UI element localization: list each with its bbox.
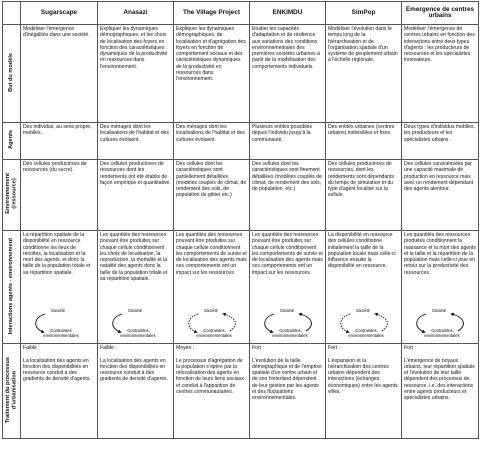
table-cell bbox=[250, 231, 326, 344]
diagram-label-environment: environnementales bbox=[348, 333, 384, 338]
diagram-label-society: Société bbox=[280, 308, 294, 313]
interaction-diagram-svg bbox=[404, 306, 474, 342]
diagram-arrow-right bbox=[376, 314, 387, 331]
row-traitement bbox=[3, 344, 479, 439]
table-cell: Faible : La localisation des agents en fonction des disponibilités en ressource conduit à des gradients de densité d'agents. bbox=[21, 344, 98, 439]
table-cell: Expliquer les dynamiques démographiques, et les choix de localisation des foyers en fonction des caractéristiques dynamiques de la productivité en ressources dans l'environnement. bbox=[98, 25, 174, 123]
table-cell: Des ménages dont les localisations de l'habitat et des cultures évoluent. bbox=[174, 123, 250, 160]
table-cell: Etudier les capacités d'adaptation et de résilience aux variations des conditions environnementales des premières sociétés urbaines à partir de la modélisation des comportements individuels. bbox=[250, 25, 326, 123]
interaction-diagram-svg bbox=[176, 306, 246, 342]
column-header: The Village Project bbox=[174, 2, 250, 25]
column-header: ENKIMDU bbox=[250, 2, 326, 25]
cell-text: La disponibilité en ressource des cellules conditionne initialement la taille de la population locale mais celle-ci influence ensuite la disponibilité en ressource. bbox=[328, 232, 396, 270]
table-cell: Faible : La localisation des agents en fonction des disponibilités en ressource conduit à des gradients de densité d'agents. bbox=[98, 344, 174, 439]
diagram-label-society: Société bbox=[356, 308, 370, 313]
header-row bbox=[3, 2, 479, 25]
row-header: Environnement (ressource) bbox=[3, 160, 21, 231]
column-header: Emergence de centres urbains bbox=[402, 2, 479, 25]
diagram-label-constraints: Contraintes bbox=[50, 328, 72, 333]
cell-text: Les quantités des ressources pouvant être produites sur chaque cellule conditionnent les comportements de survie et de localisation des agents mais ces comportements ont un impact sur les ressources. bbox=[252, 232, 323, 276]
row-header: Interactions agents - environnement bbox=[3, 231, 21, 344]
row-agents bbox=[3, 123, 479, 160]
interaction-diagram-svg bbox=[23, 306, 93, 342]
model-comparison-table bbox=[2, 1, 479, 439]
table-cell: Modéliser l'évolution dans le temps long de la hiérarchisation et de l'organisation spatiale d'un système de peuplement urbain à l'échelle régionale. bbox=[326, 25, 402, 123]
table-cell bbox=[174, 231, 250, 344]
table-cell: Des cellules productrices de ressources dont les rendements ont été établis de façon empirique et quantitative. bbox=[98, 160, 174, 231]
diagram-label-constraints: Contraintes bbox=[355, 328, 377, 333]
table-cell bbox=[98, 231, 174, 344]
table-cell: Moyen : Le processus d'agrégation de la population s'opère par la relocalisation des agents en fonction de leurs liens sociaux et conduit à l'apparition de centres communautaires. bbox=[174, 344, 250, 439]
diagram-label-society: Société bbox=[204, 308, 218, 313]
interaction-diagram bbox=[328, 306, 399, 342]
diagram-arrow-left bbox=[341, 314, 350, 332]
table-cell: Plusieurs entités possibles depuis l'individu jusqu'à la communauté. bbox=[250, 123, 326, 160]
diagram-arrow-right bbox=[452, 314, 463, 331]
table-cell: Deux types d'individus mobiles, les producteurs et les spécialistes urbains . bbox=[402, 123, 479, 160]
diagram-arrow-left bbox=[113, 314, 122, 332]
diagram-arrow-right bbox=[300, 314, 311, 331]
diagram-arrow-left bbox=[265, 314, 274, 332]
interaction-diagram bbox=[176, 306, 247, 342]
table-cell: Des cellules dont les caractéristiques sont finement détaillées (modèles couplés de climat, de rendement des sols, de population, etc.) bbox=[250, 160, 326, 231]
table-cell: Des cellules productrices de ressources (du sucre). bbox=[21, 160, 98, 231]
table-cell bbox=[326, 231, 402, 344]
row-header: But du modèle bbox=[3, 25, 21, 123]
table-cell: Fort : L'émergence de noyaux urbains, leur répartition spatiale et l'évolution de leur taille dépendent des processus de ressource, i.e. des interactions entre agents producteurs et spécialistes urbains. bbox=[402, 344, 479, 439]
row-interactions bbox=[3, 231, 479, 344]
table-cell: Modéliser l'émergence d'inégalités dans une société. bbox=[21, 25, 98, 123]
row-but-du-modele bbox=[3, 25, 479, 123]
table-cell bbox=[402, 231, 479, 344]
diagram-label-constraints: Contraintes bbox=[279, 328, 301, 333]
column-header: Anasazi bbox=[98, 2, 174, 25]
diagram-label-society: Société bbox=[51, 308, 65, 313]
cell-text: Les quantités des ressources pouvant être produites sur chaque cellule conditionnent les comportements de survie et de localisation des agents mais ces comportements ont un impact sur les ressources. bbox=[176, 232, 247, 276]
interaction-diagram bbox=[404, 306, 476, 342]
table-cell: Des cellules dont les caractéristiques sont partiellement détaillées (modèles couplés de climat, de rendement des sols, de population de gibier etc.) bbox=[174, 160, 250, 231]
diagram-label-environment: environnementales bbox=[43, 333, 79, 338]
table-cell: Expliquer les dynamiques démographiques, de localisation et d'agrégation des foyers en fonction de comportement sociaux et des caractéristiques dynamiques de la productivité en ressources dans l'environnement. bbox=[174, 25, 250, 123]
interaction-diagram bbox=[100, 306, 171, 342]
table-cell: Des entités urbaines (centres urbains) indivisibles et fixes. bbox=[326, 123, 402, 160]
diagram-arrow-left bbox=[417, 314, 426, 332]
diagram-arrow-left bbox=[189, 314, 198, 332]
table-cell: Des ménages dont les localisations de l'habitat et des cultures évoluent. bbox=[98, 123, 174, 160]
column-header: Sugarscape bbox=[21, 2, 98, 25]
table-cell: Des cellules productrices de ressources, dont les rendements sont dépendants du temps de simulation et du type d'agent localisé sur la cellule. bbox=[326, 160, 402, 231]
diagram-label-environment: environnementales bbox=[424, 333, 460, 338]
diagram-label-constraints: Contraintes bbox=[431, 328, 453, 333]
row-header: Traitement du processus d'urbanisation bbox=[3, 344, 21, 439]
interaction-diagram-svg bbox=[252, 306, 322, 342]
cell-text: La répartition spatiale de la disponibilité en ressource conditionne les lieux de récoltes, la localisation et la mort des agents, et donc la taille de la population totale et sa répartition spatiale. bbox=[23, 232, 91, 276]
diagram-label-constraints: Contraintes bbox=[127, 328, 149, 333]
corner-cell bbox=[3, 2, 21, 25]
interaction-diagram-svg bbox=[100, 306, 170, 342]
table-cell bbox=[21, 231, 98, 344]
diagram-label-environment: environnementales bbox=[272, 333, 308, 338]
comparison-table-container bbox=[2, 1, 478, 459]
diagram-label-society: Société bbox=[432, 308, 446, 313]
row-environnement bbox=[3, 160, 479, 231]
cell-text: Les quantités des ressources pouvant être produites sur chaque cellule conditionnent les choix de localisation, la reproduction, la mortalité et la natalité des agents donc la taille de la population totale et sa répartition spatiale. bbox=[100, 232, 168, 283]
table-cell: Fort : L'évolution de la taille démographique et de l'emprise spatiale d'un centre urbain et de son hinterland dépendent de leur gestion par les agents et des fluctuations environnementales. bbox=[250, 344, 326, 439]
diagram-label-constraints: Contraintes bbox=[203, 328, 225, 333]
diagram-arrow-left bbox=[36, 314, 45, 332]
diagram-label-environment: environnementales bbox=[196, 333, 232, 338]
diagram-label-society: Société bbox=[128, 308, 142, 313]
diagram-label-environment: environnementales bbox=[120, 333, 156, 338]
diagram-arrow-right bbox=[224, 314, 235, 331]
table-cell: Fort : L'expansion et la hiérarchisation des centres urbains dépendent des interactions (échanges économiques) entre les agents villes. bbox=[326, 344, 402, 439]
table-cell: Modéliser l'émergence de centres urbains en fonction des interactions entre deux types d'agents : les producteurs de ressources et les spécialistes innovateurs. bbox=[402, 25, 479, 123]
interaction-diagram bbox=[252, 306, 323, 342]
cell-text: Les quantités des ressources produites conditionnent la naissance et la mort des agents et la taille et la répartition de la population mais celle-ci joue en retour sur la productivité des ressources. bbox=[404, 232, 476, 276]
table-cell: Des individus, au sens propre, mobiles. bbox=[21, 123, 98, 160]
column-header: SimPop bbox=[326, 2, 402, 25]
interaction-diagram-svg bbox=[328, 306, 398, 342]
row-header: Agents bbox=[3, 123, 21, 160]
table-cell: Des cellules caractérisées par une capacité maximale de production en ressource mais avec un rendement dépendant des agents alentour. bbox=[402, 160, 479, 231]
interaction-diagram bbox=[23, 306, 95, 342]
